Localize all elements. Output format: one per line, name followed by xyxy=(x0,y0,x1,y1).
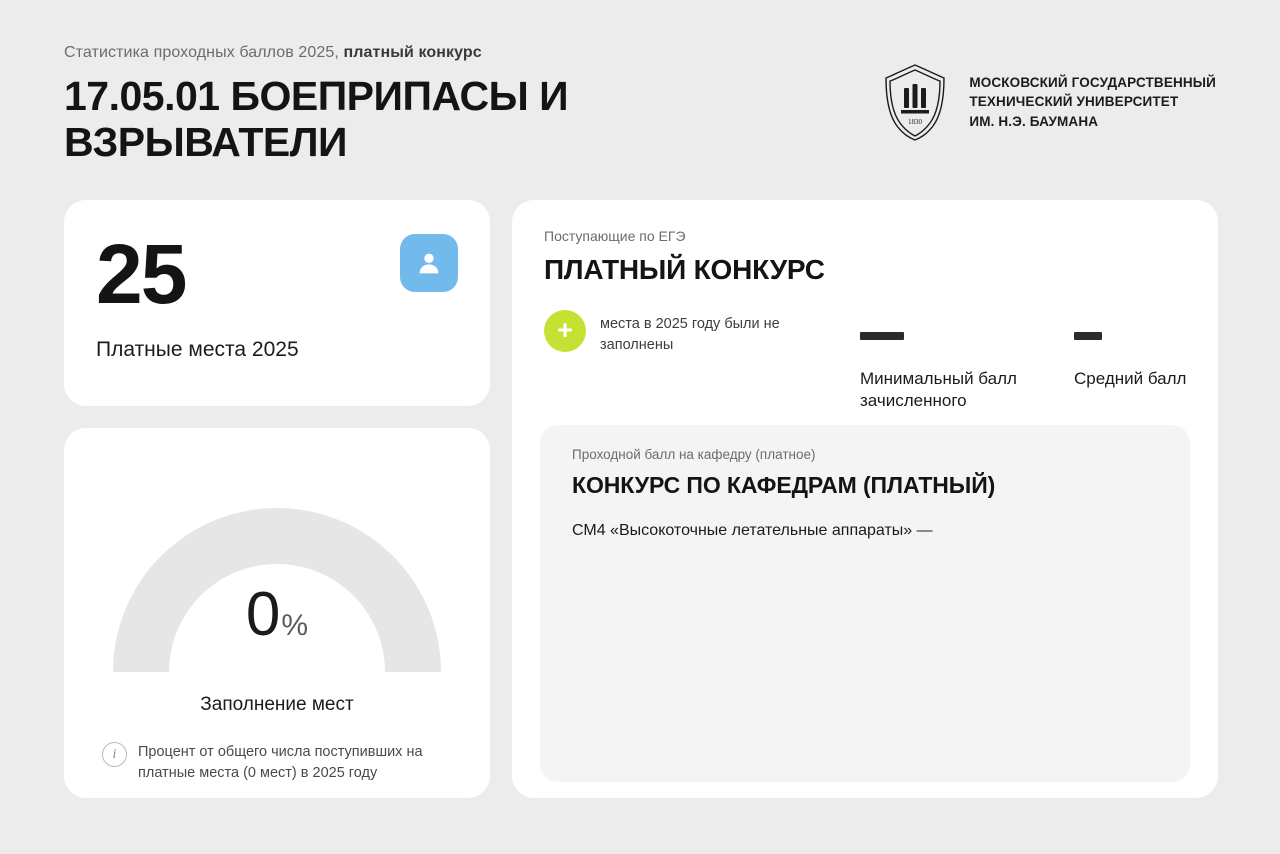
fill-gauge-value-group xyxy=(103,580,451,649)
header xyxy=(64,44,1216,174)
departments-heading: КОНКУРС ПО КАФЕДРАМ (ПЛАТНЫЙ) xyxy=(572,472,996,498)
main-eyebrow: Поступающие по ЕГЭ xyxy=(544,228,686,244)
paid-competition-card xyxy=(512,200,1218,798)
paid-seats-number: 25 xyxy=(96,227,186,321)
list-item: СМ4 «Высокоточные летательные аппараты» — xyxy=(572,522,933,539)
avg-score-value xyxy=(1074,332,1102,340)
brand-line-1: МОСКОВСКИЙ ГОСУДАРСТВЕННЫЙ xyxy=(969,75,1216,91)
fill-gauge-value: 0 xyxy=(245,580,280,649)
main-heading: ПЛАТНЫЙ КОНКУРС xyxy=(544,254,825,285)
fill-percent-card xyxy=(64,428,490,798)
departments-panel xyxy=(540,425,1190,782)
svg-text:1830: 1830 xyxy=(908,118,923,126)
header-kicker-bold: платный конкурс xyxy=(343,44,482,61)
brand-block xyxy=(879,62,1216,142)
avg-score-stat xyxy=(1074,310,1224,390)
min-score-value xyxy=(860,332,904,340)
paid-seats-label: Платные места 2025 xyxy=(96,338,299,361)
min-score-label: Минимальный балл зачисленного xyxy=(860,369,1017,411)
departments-list xyxy=(572,519,1158,543)
fill-note-text: Процент от общего числа поступивших на платные места (0 мест) в 2025 году xyxy=(138,744,423,782)
fill-note xyxy=(94,742,460,784)
fill-gauge-percent-sign: % xyxy=(281,609,309,642)
brand-line-2: ТЕХНИЧЕСКИЙ УНИВЕРСИТЕТ xyxy=(969,94,1179,110)
brand-line-3: ИМ. Н.Э. БАУМАНА xyxy=(969,113,1099,129)
page-title: 17.05.01 БОЕПРИПАСЫ И ВЗРЫВАТЕЛИ xyxy=(64,73,569,165)
header-kicker xyxy=(64,44,1216,62)
fill-gauge-caption: Заполнение мест xyxy=(200,694,354,715)
info-icon: i xyxy=(102,742,127,767)
plus-icon: + xyxy=(544,310,586,352)
unfilled-seats-text: места в 2025 году были не заполнены xyxy=(600,316,780,353)
stats-row xyxy=(544,310,1186,440)
bmstu-emblem-icon xyxy=(879,62,951,142)
header-kicker-prefix: Статистика проходных баллов 2025, xyxy=(64,44,344,61)
brand-name xyxy=(969,73,1216,130)
unfilled-seats-note xyxy=(544,310,804,355)
fill-gauge xyxy=(103,480,451,680)
avg-score-label: Средний балл xyxy=(1074,369,1187,388)
min-score-stat xyxy=(860,310,1070,413)
paid-seats-card xyxy=(64,200,490,406)
user-icon xyxy=(400,234,458,292)
departments-eyebrow: Проходной балл на кафедру (платное) xyxy=(572,447,816,462)
